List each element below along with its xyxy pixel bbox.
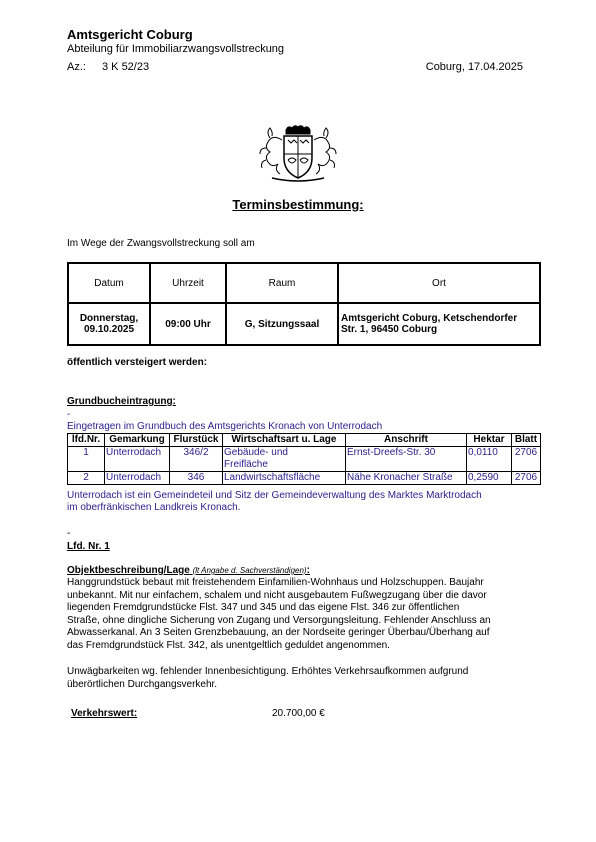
gb-cell-wirtschaft: Landwirtschaftsfläche	[223, 472, 346, 485]
objekt-line: unbekannt. Mit nur einfachem, schalem und nicht ausgebautem Fußwegzugang über die davor	[67, 589, 487, 601]
objekt-heading-colon: :	[306, 565, 310, 576]
grundbuch-dash: -	[67, 409, 71, 420]
az-value: 3 K 52/23	[102, 61, 150, 73]
grundbuch-heading: Grundbucheintragung:	[67, 396, 176, 407]
header-raum: Raum	[226, 263, 338, 303]
gb-cell-blatt: 2706	[512, 472, 541, 485]
coat-of-arms-icon	[258, 124, 338, 182]
lfd-label: Lfd. Nr. 1	[67, 541, 110, 552]
gb-cell-hektar: 0,0110	[467, 447, 512, 472]
court-name: Amtsgericht Coburg	[67, 27, 193, 42]
termin-header-row	[68, 263, 540, 303]
grundbuch-eingetragen: Eingetragen im Grundbuch des Amtsgerichts Kronach von Unterrodach	[67, 421, 383, 432]
gb-header-hektar: Hektar	[467, 434, 512, 447]
verkehrswert-label: Verkehrswert:	[71, 708, 138, 719]
gb-header-blatt: Blatt	[512, 434, 541, 447]
lfd-dash: -	[67, 528, 71, 539]
grundbuch-note	[67, 490, 547, 514]
grundbuch-table	[67, 433, 541, 485]
gb-wirtschaft-line-2: Freifläche	[224, 459, 268, 470]
datum-weekday: Donnerstag,	[79, 313, 139, 324]
unwaeg-line-1: Unwägbarkeiten wg. fehlender Innenbesichtigung. Erhöhtes Verkehrsaufkommen aufgrund	[67, 666, 469, 677]
termin-ort	[338, 303, 540, 345]
objekt-heading-source: (lt Angabe d. Sachverständigen)	[192, 566, 307, 575]
gb-header-gemarkung: Gemarkung	[105, 434, 170, 447]
unwaeg-line-2: überörtlichen Durchgangsverkehr.	[67, 678, 218, 690]
header-ort: Ort	[338, 263, 540, 303]
objekt-line: Straße, ohne dingliche Sicherung von Zugang und Versorgungsleitung. Fehlender Anschluss an	[67, 614, 491, 626]
termin-uhrzeit: 09:00 Uhr	[150, 303, 226, 345]
ort-line-1: Amtsgericht Coburg, Ketschendorfer	[341, 313, 518, 324]
gb-cell-gemarkung: Unterrodach	[105, 447, 170, 472]
gb-header-flurstueck: Flurstück	[170, 434, 223, 447]
objekt-line: das Fremdgrundstück Flst. 342, als unentgeltlich geduldet angenommen.	[67, 639, 390, 651]
header-uhrzeit: Uhrzeit	[150, 263, 226, 303]
note-line-2: im oberfränkischen Landkreis Kronach.	[67, 502, 241, 513]
table-row	[68, 447, 541, 472]
grundbuch-header-row	[68, 434, 541, 447]
unwaegbarkeiten-text	[67, 666, 537, 691]
gb-cell-hektar: 0,2590	[467, 472, 512, 485]
table-row	[68, 472, 541, 485]
department: Abteilung für Immobiliarzwangsvollstreckung	[67, 43, 285, 55]
gb-cell-anschrift: Ernst-Dreefs-Str. 30	[346, 447, 467, 472]
termin-raum: G, Sitzungssaal	[226, 303, 338, 345]
verkehrswert-value: 20.700,00 €	[272, 708, 325, 719]
note-line-1: Unterrodach ist ein Gemeindeteil und Sitz der Gemeindeverwaltung des Marktes Marktrodach	[67, 490, 482, 501]
gb-cell-anschrift: Nähe Kronacher Straße	[346, 472, 467, 485]
header-datum: Datum	[68, 263, 150, 303]
az-label: Az.:	[67, 61, 86, 73]
objekt-line: Hanggrundstück bebaut mit freistehendem Einfamilien-Wohnhaus und Holzschuppen. Baujahr	[67, 577, 484, 588]
objekt-heading	[67, 565, 310, 576]
objekt-heading-text: Objektbeschreibung/Lage	[67, 565, 190, 576]
gb-cell-nr: 1	[68, 447, 105, 472]
place-date: Coburg, 17.04.2025	[425, 61, 523, 73]
gb-cell-blatt: 2706	[512, 447, 541, 472]
gb-cell-wirtschaft	[223, 447, 346, 472]
objekt-description	[67, 577, 537, 653]
gb-cell-flurstueck: 346/2	[170, 447, 223, 472]
gb-cell-nr: 2	[68, 472, 105, 485]
ort-line-2: Str. 1, 96450 Coburg	[341, 324, 438, 335]
termin-table	[67, 262, 541, 346]
versteigert-text: öffentlich versteigert werden:	[67, 357, 208, 368]
gb-cell-flurstueck: 346	[170, 472, 223, 485]
gb-header-nr: lfd.Nr.	[68, 434, 105, 447]
gb-cell-gemarkung: Unterrodach	[105, 472, 170, 485]
gb-wirtschaft-line-1: Gebäude- und	[224, 447, 288, 458]
document-title: Terminsbestimmung:	[232, 197, 364, 212]
termin-value-row	[68, 303, 540, 345]
gb-header-wirtschaft: Wirtschaftsart u. Lage	[223, 434, 346, 447]
intro-text: Im Wege der Zwangsvollstreckung soll am	[67, 238, 255, 249]
gb-header-anschrift: Anschrift	[346, 434, 467, 447]
datum-date: 09.10.2025	[83, 324, 135, 335]
termin-datum	[68, 303, 150, 345]
objekt-line: liegenden Fremdgrundstücke Flst. 347 und 345 und das eigene Flst. 346 zur öffentlichen	[67, 602, 460, 614]
objekt-line: Abwasserkanal. An 3 Seiten Grenzbebauung, an der Nordseite geringer Überbau/Überhang auf	[67, 627, 490, 639]
